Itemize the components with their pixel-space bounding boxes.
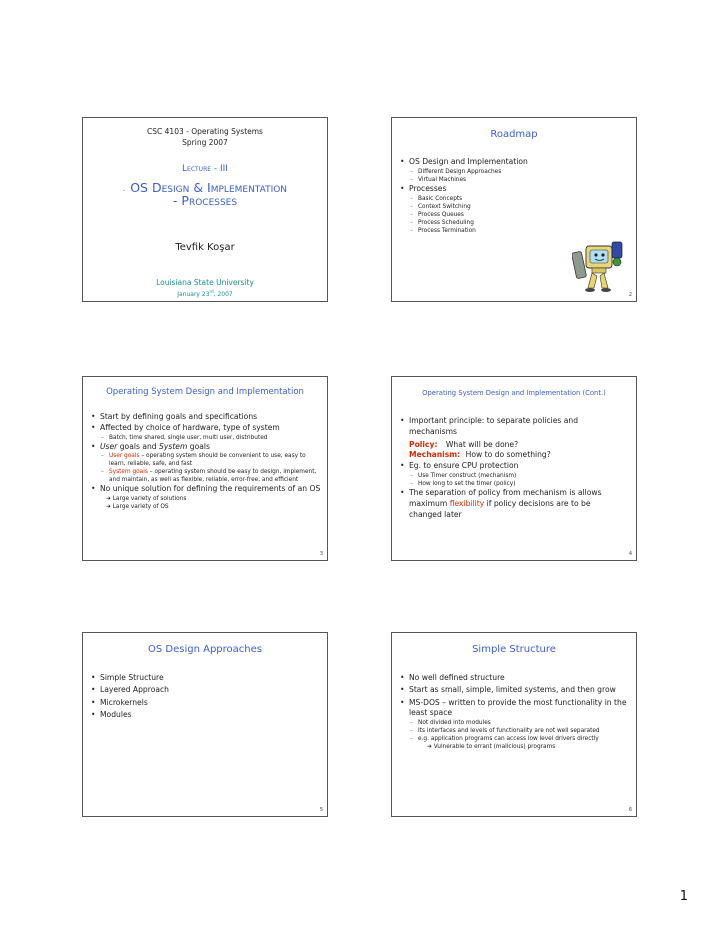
arrow-item: ➔ Large variety of OS [106,504,169,511]
sub-item: – e.g. application programs can access low level drivers directly [409,735,632,743]
sub-item: – Not divided into modules [409,719,632,727]
arrow-icon: ➔ [106,504,111,511]
sub-item: – Different Design Approaches [409,168,560,176]
arrow-item: ➔ Vulnerable to errant (malicious) programs [427,744,556,751]
content-list [400,673,632,751]
bullet: • MS-DOS – written to provide the most functionality in the least space – Not divided into modules – Its interfaces and levels of functionality are not well separated – e.g. application programs can access low level drivers directly ➔ Vulnerable to errant (malicious) programs [400,698,632,752]
sub-item: – Process Queues [409,211,560,219]
content-list [91,412,321,511]
computer-character-illustration [572,238,628,296]
slide-title: Simple Structure [472,644,556,655]
arrow-icon: ➔ [106,496,111,503]
page-number: 4 [628,551,632,557]
arrow-icon: ➔ [427,744,432,751]
sub-item: – Batch, time shared, single user, multi user, distributed [100,434,321,442]
page-number: 3 [319,551,323,557]
arrow-item: ➔ Large variety of solutions [106,496,187,503]
slide-5 [82,632,328,817]
page-number: 6 [628,807,632,813]
sub-item: – Its interfaces and levels of functionality are not well separated [409,727,632,735]
slide-title: Operating System Design and Implementation (Cont.) [422,389,606,397]
sub-item: – Use Timer construct (mechanism) [409,472,625,480]
lecture-title: OS Design & Implementation [130,180,288,195]
bullet: • Start as small, simple, limited systems, and then grow [400,685,632,696]
content-list [400,416,625,520]
slide-6 [391,632,637,817]
university-name: Louisiana State University [156,278,254,287]
course-term: Spring 2007 [182,138,228,147]
page-number: 2 [628,292,632,298]
list-item: • Microkernels [91,698,311,709]
bullet: • Important principle: to separate policies and mechanisms Policy: What will be done? Mechanism: How to do something? [400,416,625,461]
list-item: • Layered Approach [91,685,311,696]
author-name: Tevfik Koşar [175,242,235,253]
slide-title: Operating System Design and Implementation [106,387,304,397]
sub-item: – Process Termination [409,227,560,235]
bullet-processes: • Processes – Basic Concepts – Context Switching – Process Queues – Process Scheduling – Process Termination [400,184,560,235]
policy-line: Policy: What will be done? [409,439,519,449]
sub-item: – Virtual Machines [409,176,560,184]
slide-1 [82,117,328,302]
bullet: • Start by defining goals and specifications [91,412,321,423]
lecture-title-line-2: - Processes [172,193,238,208]
bullet: • No well defined structure [400,673,632,684]
bullet-os-design: • OS Design and Implementation – Different Design Approaches – Virtual Machines [400,157,560,184]
approach-list [91,673,311,721]
list-item: • Simple Structure [91,673,311,684]
bullet: • The separation of policy from mechanism is allows maximum flexibility if policy decisions are to be changed later [400,488,625,520]
slide-title: OS Design Approaches [148,644,262,655]
sub-item: – Process Scheduling [409,219,560,227]
bullet: • No unique solution for defining the requirements of an OS ➔ Large variety of solutions ➔ Large variety of OS [91,484,321,511]
sub-item: – System goals – operating system should be easy to design, implement, and maintain, as well as flexible, reliable, error-free, and efficient [100,468,321,484]
mechanism-line: Mechanism: How to do something? [409,450,551,460]
list-item: • Modules [91,710,311,721]
slide-3 [82,376,328,561]
slide-2 [391,117,637,302]
sub-item: – User goals – operating system should be convenient to use, easy to learn, reliable, safe, and fast [100,452,321,468]
lecture-label: Lecture - III [182,164,228,174]
bullet: • Eg. to ensure CPU protection – Use Timer construct (mechanism) – How long to set the timer (policy) [400,461,625,488]
lecture-date: January 23rd, 2007 [177,289,233,298]
bullet: • Affected by choice of hardware, type of system – Batch, time shared, single user, multi user, distributed [91,423,321,442]
bullet: • User goals and System goals – User goals – operating system should be convenient to use, easy to learn, reliable, safe, and fast – System goals – operating system should be easy to design, implement, and maintain, as well as flexible, reliable, error-free, and efficient [91,442,321,485]
sub-item: – How long to set the timer (policy) [409,480,625,488]
sub-item: – Context Switching [409,203,560,211]
handout-page-number: 1 [679,889,688,904]
page-number: 5 [319,807,323,813]
sub-item: – Basic Concepts [409,195,560,203]
course-name: CSC 4103 - Operating Systems [147,127,263,136]
slide-4 [391,376,637,561]
lecture-dash: - [122,187,126,194]
roadmap-list [400,157,560,235]
slide-title: Roadmap [490,129,538,140]
